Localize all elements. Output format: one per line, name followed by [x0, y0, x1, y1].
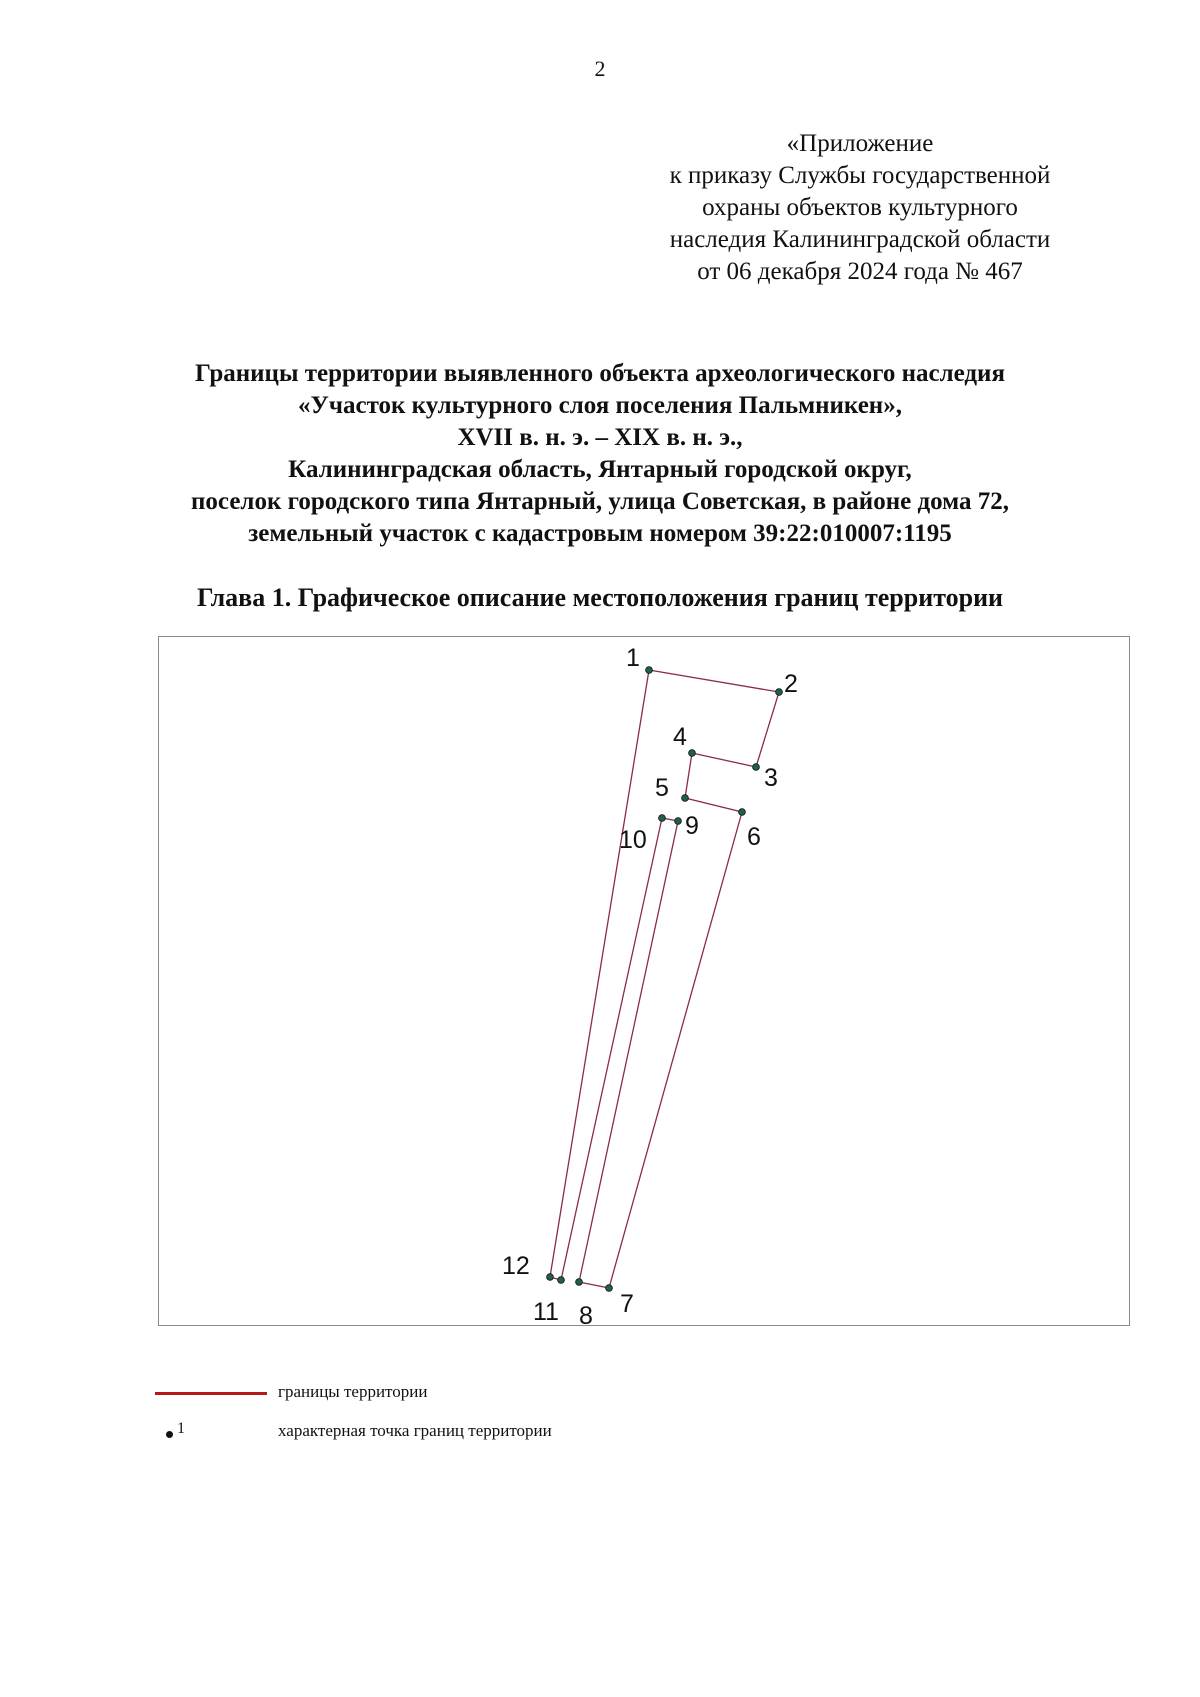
appendix-header [640, 128, 1080, 288]
title-line: Границы территории выявленного объекта археологического наследия [195, 360, 1005, 387]
boundary-point-2 [776, 689, 783, 696]
boundary-point-1 [646, 667, 653, 674]
boundary-point-4 [689, 750, 696, 757]
boundary-point-label-6: 6 [747, 823, 761, 851]
boundary-point-label-8: 8 [579, 1302, 593, 1330]
title-line: XVII в. н. э. – XIX в. н. э., [457, 424, 743, 451]
boundary-point-11 [558, 1277, 565, 1284]
boundary-point-label-11: 11 [533, 1298, 559, 1326]
page-number: 2 [594, 56, 606, 81]
chapter-heading: Глава 1. Графическое описание местоположения границ территории [196, 583, 1004, 612]
boundary-point-12 [547, 1274, 554, 1281]
boundary-point-label-9: 9 [685, 812, 699, 840]
appendix-line: охраны объектов культурного [702, 194, 1018, 221]
boundary-point-label-5: 5 [655, 774, 669, 802]
appendix-line: к приказу Службы государственной [669, 162, 1051, 189]
boundary-point-3 [753, 764, 760, 771]
boundary-point-label-4: 4 [673, 723, 687, 751]
boundary-map [158, 636, 1130, 1330]
boundary-point-label-3: 3 [764, 764, 778, 792]
document-title [0, 358, 1200, 550]
territory-boundary [550, 670, 779, 1288]
legend-point-dot [166, 1431, 173, 1438]
boundary-point-label-12: 12 [502, 1252, 530, 1280]
boundary-point-5 [682, 795, 689, 802]
boundary-point-8 [576, 1279, 583, 1286]
boundary-point-label-10: 10 [619, 826, 647, 854]
title-line: поселок городского типа Янтарный, улица Советская, в районе дома 72, [191, 488, 1009, 515]
boundary-point-7 [606, 1285, 613, 1292]
legend-boundary-line [155, 1392, 267, 1395]
legend-boundary-label: границы территории [278, 1382, 428, 1401]
boundary-point-label-7: 7 [620, 1290, 634, 1318]
boundary-point-10 [659, 815, 666, 822]
appendix-line: от 06 декабря 2024 года № 467 [697, 258, 1023, 285]
title-line: Калининградская область, Янтарный городской округ, [288, 456, 912, 483]
boundary-point-6 [739, 809, 746, 816]
legend-point-number: 1 [177, 1420, 185, 1437]
boundary-point-9 [675, 818, 682, 825]
appendix-line: «Приложение [786, 130, 934, 157]
boundary-point-label-1: 1 [626, 644, 640, 672]
appendix-line: наследия Калининградской области [669, 226, 1051, 253]
title-line: «Участок культурного слоя поселения Пальмникен», [298, 392, 902, 419]
legend-point-label: характерная точка границ территории [278, 1421, 552, 1440]
boundary-point-label-2: 2 [784, 670, 798, 698]
title-line: земельный участок с кадастровым номером 39:22:010007:1195 [248, 520, 952, 547]
